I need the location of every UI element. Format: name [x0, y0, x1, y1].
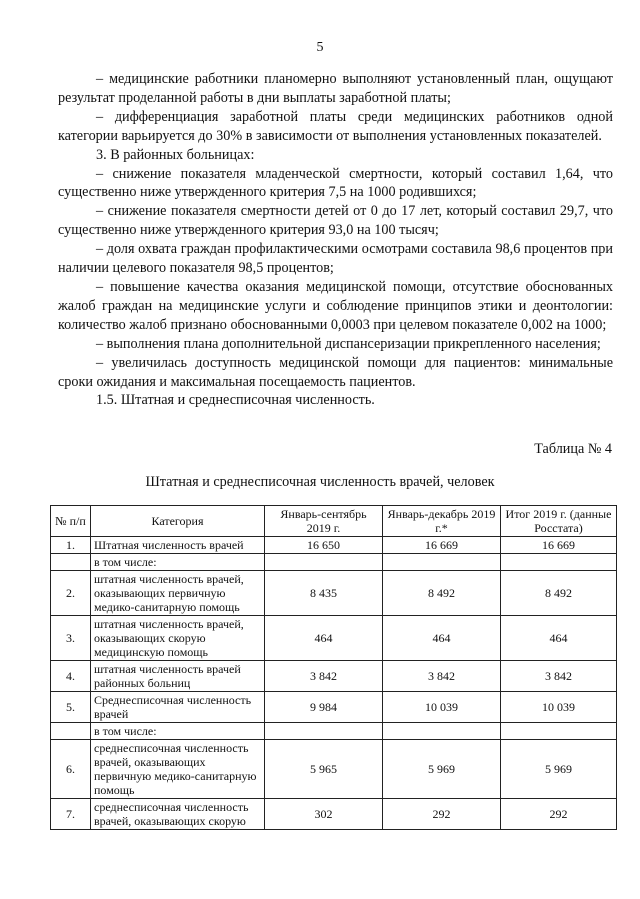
row-category: штатная численность врачей, оказывающих первичную медико-санитарную помощь [91, 571, 265, 616]
row-number: 7. [51, 799, 91, 830]
header-category: Категория [91, 506, 265, 537]
table-row [51, 740, 617, 799]
row-category: Среднесписочная численность врачей [91, 692, 265, 723]
value-total: 464 [501, 616, 617, 661]
paragraph: – медицинские работники планомерно выполняют установленный план, ощущают результат проделанной работы в дни выплаты заработной платы; [58, 71, 613, 106]
body-text [58, 70, 613, 410]
header-total: Итог 2019 г. (данные Росстата) [501, 506, 617, 537]
header-jan-sep: Январь-сентябрь 2019 г. [265, 506, 383, 537]
value-total: 292 [501, 799, 617, 830]
table-row [51, 661, 617, 692]
section-heading: 3. В районных больницах: [96, 146, 255, 163]
value-total: 3 842 [501, 661, 617, 692]
value-jan-dec [383, 554, 501, 571]
value-jan-sep: 5 965 [265, 740, 383, 799]
value-total: 8 492 [501, 571, 617, 616]
paragraph: – дифференциация заработной платы среди медицинских работников одной категории варьируется до 30% в зависимости от выполнения установленных показателей. [58, 108, 613, 144]
row-category: среднесписочная численность врачей, оказывающих скорую [91, 799, 265, 830]
row-number: 3. [51, 616, 91, 661]
value-jan-dec [383, 723, 501, 740]
paragraph: – снижение показателя младенческой смертности, который составил 1,64, что существенно ниже утвержденного критерия 7,5 на 1000 родившихся; [58, 165, 613, 201]
header-jan-dec: Январь-декабрь 2019 г.* [383, 506, 501, 537]
row-category: штатная численность врачей, оказывающих скорую медицинскую помощь [91, 616, 265, 661]
value-jan-sep [265, 554, 383, 571]
value-jan-dec: 292 [383, 799, 501, 830]
row-number [51, 554, 91, 571]
row-category: среднесписочная численность врачей, оказывающих первичную медико-санитарную помощь [91, 740, 265, 799]
value-total [501, 723, 617, 740]
paragraph: – выполнения плана дополнительной диспансеризации прикрепленного населения; [96, 335, 601, 352]
value-jan-sep: 16 650 [265, 537, 383, 554]
header-number: № п/п [51, 506, 91, 537]
paragraph: – увеличилась доступность медицинской помощи для пациентов: минимальные сроки ожидания и максимальная посещаемость пациентов. [58, 354, 613, 390]
value-jan-dec: 3 842 [383, 661, 501, 692]
row-number [51, 723, 91, 740]
value-jan-dec: 8 492 [383, 571, 501, 616]
paragraph: – повышение качества оказания медицинской помощи, отсутствие обоснованных жалоб граждан на медицинские услуги и соблюдение принципов этики и деонтологии: количество жалоб признано обоснованными 0,0003 при целевом показателе 0,002 на 1000; [58, 278, 613, 333]
value-jan-sep: 8 435 [265, 571, 383, 616]
row-number: 2. [51, 571, 91, 616]
row-number: 6. [51, 740, 91, 799]
value-jan-dec: 16 669 [383, 537, 501, 554]
table-row [51, 616, 617, 661]
table-row [51, 537, 617, 554]
table-header-row [51, 506, 617, 537]
page-number: 5 [316, 40, 324, 55]
paragraph: – снижение показателя смертности детей от 0 до 17 лет, который составил 29,7, что существенно ниже утвержденного критерия 93,0 на 100 тысяч; [58, 203, 613, 239]
value-total: 16 669 [501, 537, 617, 554]
row-category: в том числе: [91, 723, 265, 740]
table-row [51, 692, 617, 723]
table-row [51, 799, 617, 830]
paragraph: – доля охвата граждан профилактическими осмотрами составила 98,6 процентов при наличии целевого показателя 98,5 процентов; [58, 241, 613, 277]
row-number: 1. [51, 537, 91, 554]
value-jan-dec: 464 [383, 616, 501, 661]
value-jan-dec: 5 969 [383, 740, 501, 799]
row-category: штатная численность врачей районных больниц [91, 661, 265, 692]
table-title: Штатная и среднесписочная численность врачей, человек [145, 474, 495, 490]
staff-table [50, 505, 617, 830]
value-jan-sep: 464 [265, 616, 383, 661]
value-total: 10 039 [501, 692, 617, 723]
row-category: в том числе: [91, 554, 265, 571]
subsection-heading: 1.5. Штатная и среднесписочная численность. [96, 392, 375, 409]
value-jan-sep: 302 [265, 799, 383, 830]
value-total [501, 554, 617, 571]
value-jan-sep [265, 723, 383, 740]
value-jan-sep: 3 842 [265, 661, 383, 692]
row-number: 4. [51, 661, 91, 692]
table-row [51, 723, 617, 740]
value-jan-dec: 10 039 [383, 692, 501, 723]
row-number: 5. [51, 692, 91, 723]
value-jan-sep: 9 984 [265, 692, 383, 723]
table-number: Таблица № 4 [534, 441, 612, 457]
row-category: Штатная численность врачей [91, 537, 265, 554]
table-row [51, 571, 617, 616]
value-total: 5 969 [501, 740, 617, 799]
table-row [51, 554, 617, 571]
